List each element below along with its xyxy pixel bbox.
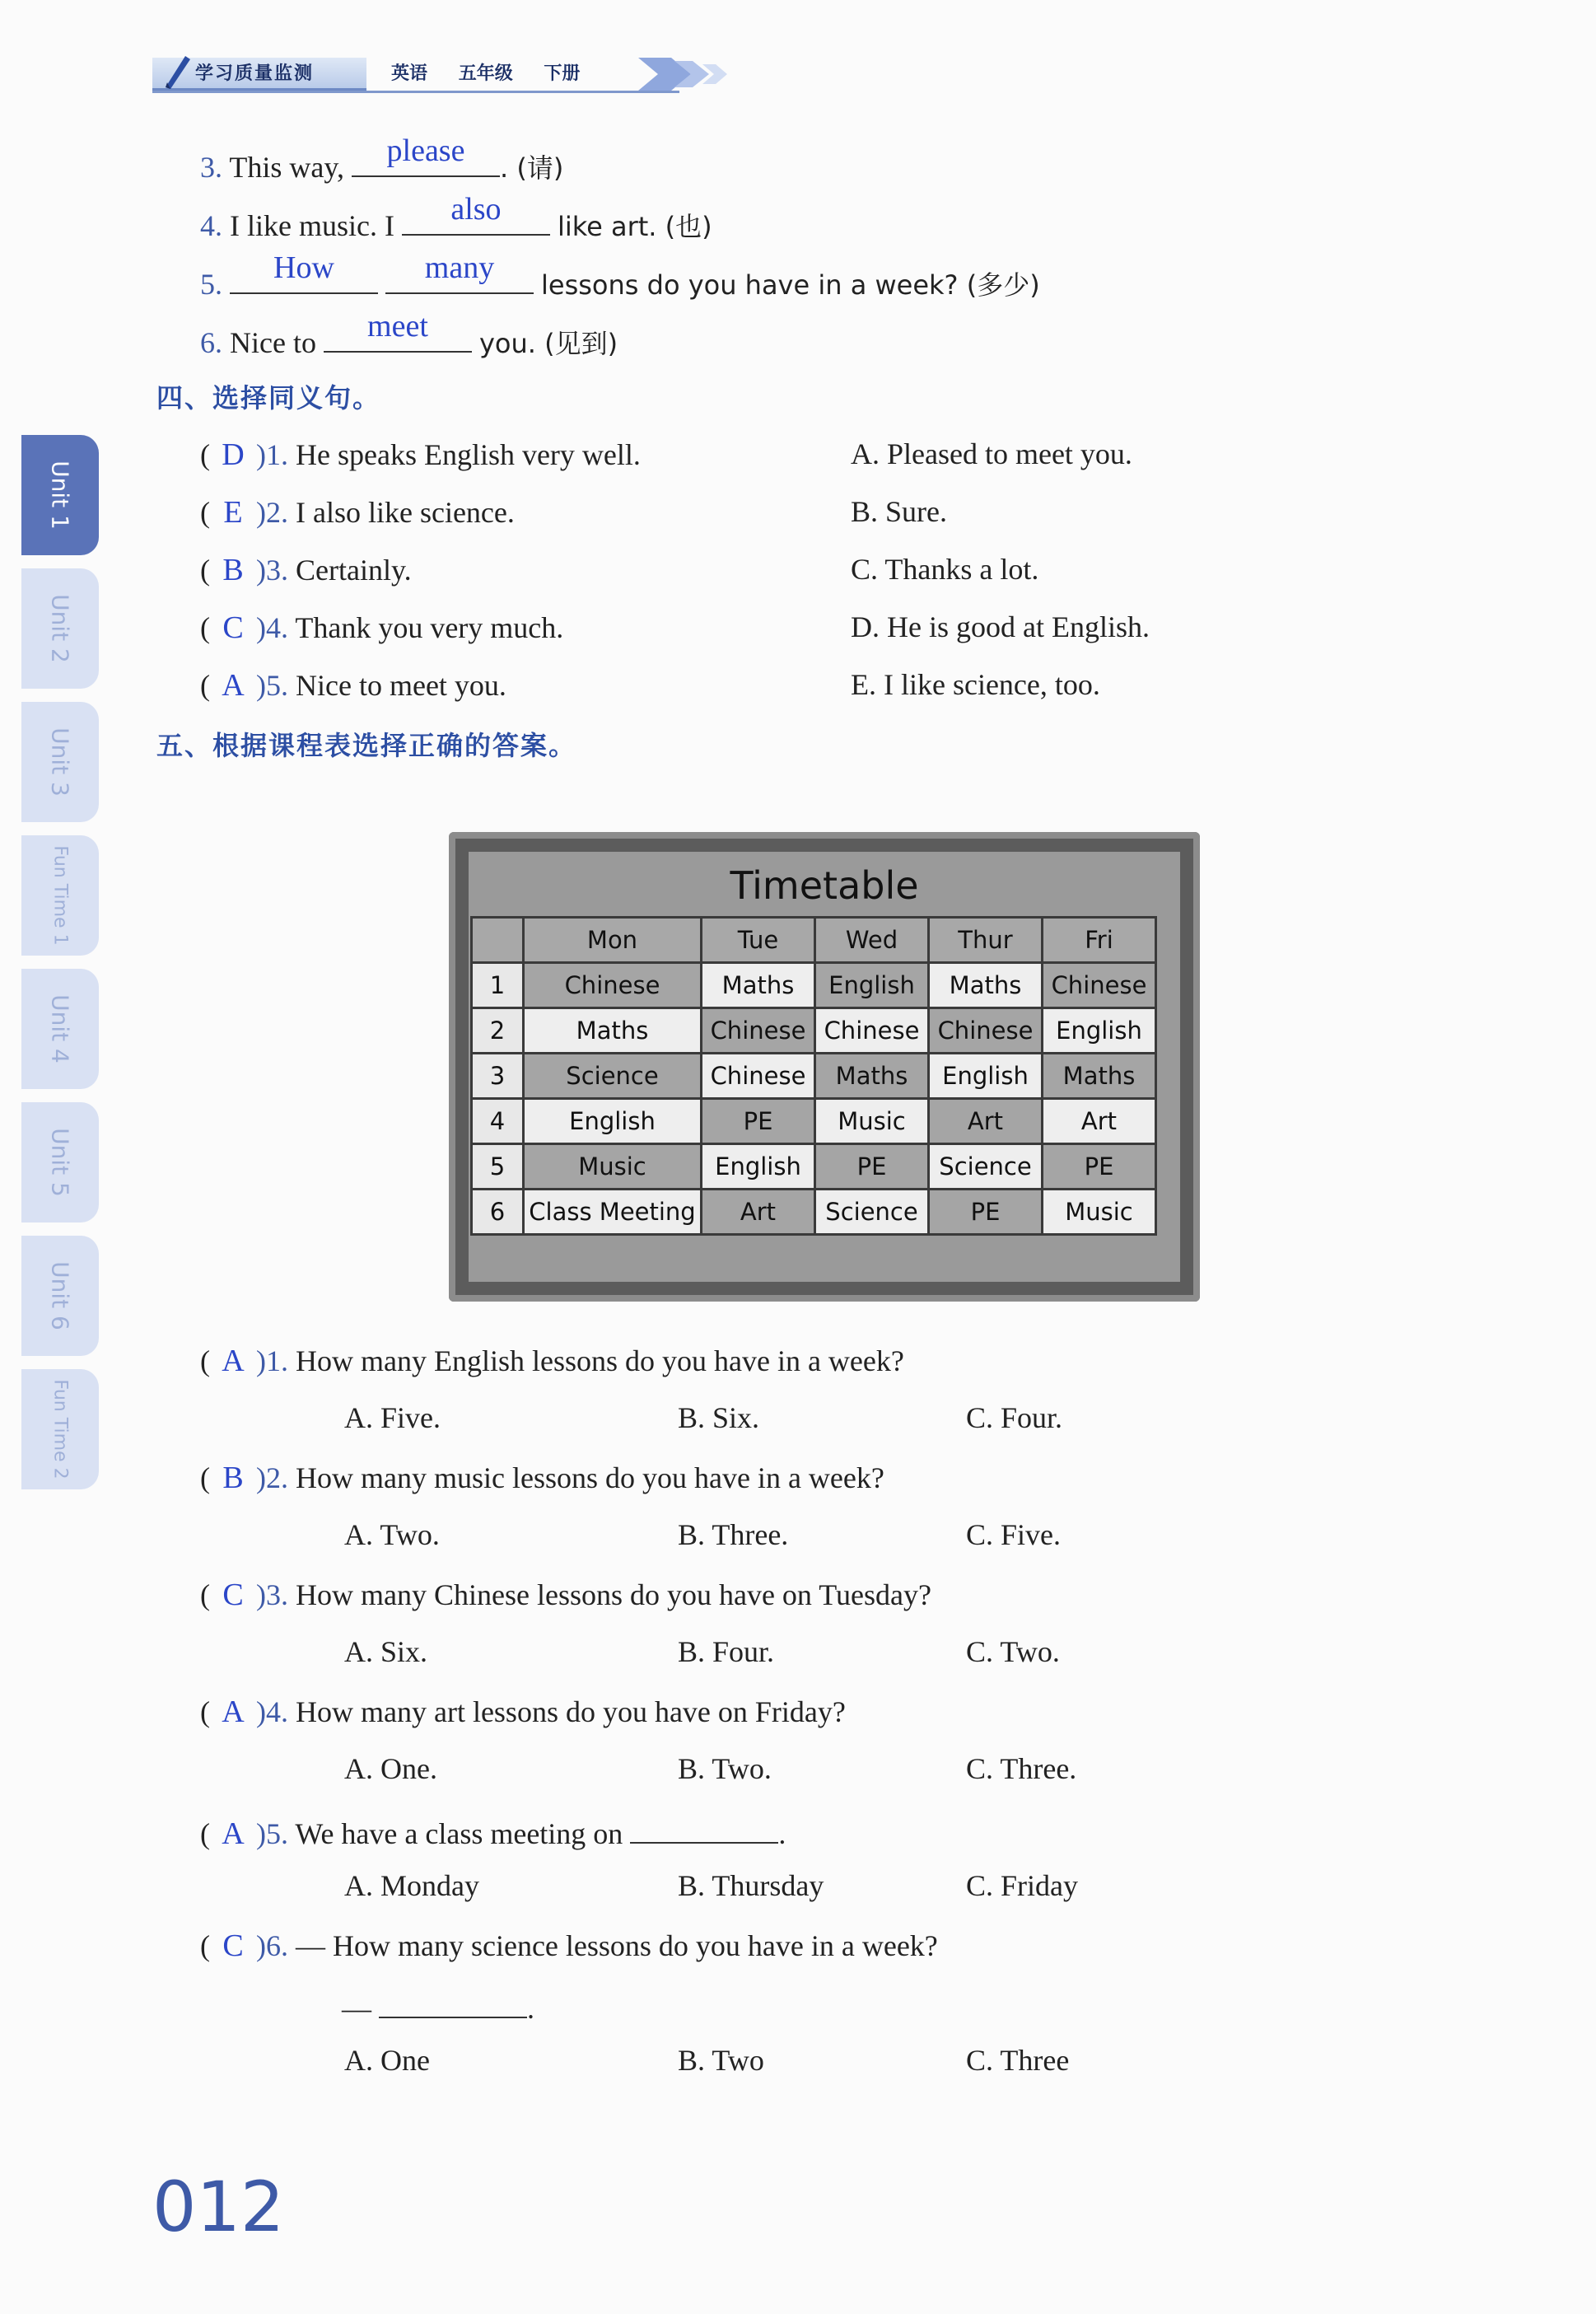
- side-tab-label: Fun Time 1: [49, 845, 71, 946]
- item-number: )3.: [256, 1578, 288, 1611]
- side-tab-label: Unit 5: [46, 1128, 74, 1197]
- synonym-question-2: ( E )2. I also like science.: [200, 495, 515, 530]
- option-a: A. One.: [344, 1752, 437, 1785]
- item-text: . (请): [500, 152, 564, 184]
- day-header: Thur: [929, 918, 1043, 963]
- item-number: )4.: [256, 611, 288, 644]
- page-number: 012: [152, 2167, 285, 2247]
- fill-item-5: [200, 250, 1040, 302]
- synonym-question-5: ( A )5. Nice to meet you.: [200, 668, 506, 703]
- item-text: Nice to: [230, 326, 316, 359]
- side-tab-label: Unit 1: [46, 460, 74, 530]
- question-text: Thank you very much.: [295, 611, 564, 644]
- header-subject: 英语: [391, 63, 428, 84]
- answer-letter[interactable]: C: [222, 1578, 244, 1612]
- lesson-cell: English: [702, 1144, 815, 1190]
- answer-letter[interactable]: C: [222, 1928, 244, 1963]
- option-c: C. Three.: [966, 1752, 1077, 1785]
- header-volume: 下册: [544, 63, 581, 84]
- period-number: 5: [472, 1144, 524, 1190]
- option-a: A. Two.: [344, 1518, 440, 1551]
- header-label: 学习质量监测: [152, 58, 366, 91]
- timetable-question-1: ( A )1. How many English lessons do you have in a week?: [200, 1344, 904, 1378]
- lesson-cell: English: [929, 1054, 1043, 1099]
- item-text: lessons do you have in a week? (多少): [541, 269, 1040, 301]
- sentence-end: .: [527, 1992, 534, 2025]
- lesson-cell: Chinese: [929, 1008, 1043, 1054]
- answer-letter[interactable]: B: [222, 553, 244, 587]
- lesson-cell: Art: [702, 1190, 815, 1235]
- item-number: )3.: [256, 554, 288, 587]
- timetable-row: [472, 1190, 1156, 1235]
- side-tab-fun-time-1[interactable]: [21, 835, 99, 956]
- item-number: 6.: [200, 326, 222, 359]
- item-number: 4.: [200, 209, 222, 242]
- answer-blank[interactable]: [385, 250, 534, 294]
- lesson-cell: PE: [1043, 1144, 1156, 1190]
- lesson-cell: Chinese: [815, 1008, 929, 1054]
- lesson-cell: Maths: [524, 1008, 702, 1054]
- sentence-end: .: [778, 1817, 786, 1850]
- lesson-cell: Maths: [702, 963, 815, 1008]
- option-a: A. Six.: [344, 1635, 428, 1668]
- day-header: Mon: [524, 918, 702, 963]
- answer-letter[interactable]: D: [222, 437, 245, 472]
- answer-text: meet: [367, 309, 428, 344]
- side-tab-unit-2[interactable]: [21, 568, 99, 689]
- answer-letter[interactable]: C: [222, 610, 244, 645]
- lesson-cell: Maths: [815, 1054, 929, 1099]
- answer-text: many: [424, 250, 495, 285]
- timetable-title: Timetable: [730, 863, 919, 908]
- fill-item-4: [200, 192, 712, 244]
- day-header: Fri: [1043, 918, 1156, 963]
- item-text: I like music. I: [230, 209, 394, 242]
- side-tab-label: Unit 6: [46, 1261, 74, 1330]
- answer-text: How: [273, 250, 334, 285]
- option-c: C. Friday: [966, 1869, 1079, 1902]
- lesson-cell: Chinese: [1043, 963, 1156, 1008]
- synonym-option-a: A. Pleased to meet you.: [851, 437, 1132, 470]
- item-number: )5.: [256, 669, 288, 702]
- period-number: 4: [472, 1099, 524, 1144]
- option-c: C. Two.: [966, 1635, 1060, 1668]
- side-tab-fun-time-2[interactable]: [21, 1369, 99, 1489]
- item-number: )1.: [256, 438, 288, 471]
- question-text: Nice to meet you.: [296, 669, 506, 702]
- lesson-cell: Science: [815, 1190, 929, 1235]
- item-number: )4.: [256, 1695, 288, 1728]
- lesson-cell: PE: [702, 1099, 815, 1144]
- item-number: )6.: [256, 1929, 288, 1962]
- answer-line: [342, 1985, 534, 2026]
- lesson-cell: English: [524, 1099, 702, 1144]
- item-number: )2.: [256, 496, 288, 529]
- section-5-title: 五、根据课程表选择正确的答案。: [156, 730, 577, 761]
- option-b: B. Two: [678, 2044, 764, 2077]
- option-a: A. Five.: [344, 1401, 441, 1434]
- lesson-cell: English: [1043, 1008, 1156, 1054]
- timetable-board: [469, 852, 1180, 1282]
- answer-blank[interactable]: [402, 192, 550, 236]
- period-number: 2: [472, 1008, 524, 1054]
- timetable-row: [472, 963, 1156, 1008]
- lesson-cell: Music: [815, 1099, 929, 1144]
- answer-letter[interactable]: A: [222, 1816, 245, 1851]
- option-a: A. One: [344, 2044, 430, 2077]
- option-c: C. Three: [966, 2044, 1070, 2077]
- lesson-cell: PE: [815, 1144, 929, 1190]
- timetable-question-5: ( A )5. We have a class meeting on .: [200, 1811, 786, 1852]
- answer-text: also: [450, 192, 502, 227]
- synonym-option-e: E. I like science, too.: [851, 668, 1100, 701]
- period-number: 3: [472, 1054, 524, 1099]
- answer-letter[interactable]: B: [222, 1461, 244, 1495]
- timetable-question-3: ( C )3. How many Chinese lessons do you have on Tuesday?: [200, 1578, 931, 1612]
- answer-letter[interactable]: A: [222, 1695, 245, 1729]
- question-text: How many English lessons do you have in a week?: [296, 1344, 904, 1377]
- side-tab-label: Unit 2: [46, 594, 74, 663]
- timetable-row: [472, 1008, 1156, 1054]
- lesson-cell: Maths: [1043, 1054, 1156, 1099]
- dash: —: [342, 1992, 371, 2025]
- item-number: 5.: [200, 268, 222, 301]
- question-text: I also like science.: [296, 496, 515, 529]
- side-tab-unit-5[interactable]: [21, 1102, 99, 1222]
- header-subtitle: [391, 58, 604, 91]
- question-text: How many music lessons do you have in a week?: [296, 1461, 884, 1494]
- timetable-question-6: ( C )6. — How many science lessons do you have in a week?: [200, 1928, 938, 1963]
- side-tab-label: Unit 3: [46, 727, 74, 797]
- timetable-row: [472, 1144, 1156, 1190]
- timetable-question-2: ( B )2. How many music lessons do you have in a week?: [200, 1461, 884, 1495]
- option-b: B. Three.: [678, 1518, 789, 1551]
- synonym-option-b: B. Sure.: [851, 495, 947, 528]
- lesson-cell: PE: [929, 1190, 1043, 1235]
- lesson-cell: Chinese: [702, 1054, 815, 1099]
- lesson-cell: Maths: [929, 963, 1043, 1008]
- day-header: Tue: [702, 918, 815, 963]
- lesson-cell: Music: [524, 1144, 702, 1190]
- fill-item-6: [200, 309, 618, 361]
- lesson-cell: Music: [1043, 1190, 1156, 1235]
- answer-blank[interactable]: [230, 250, 378, 294]
- answer-blank[interactable]: [630, 1811, 778, 1844]
- answer-letter[interactable]: A: [222, 1344, 245, 1378]
- question-text: — How many science lessons do you have in a week?: [296, 1929, 938, 1962]
- synonym-option-d: D. He is good at English.: [851, 610, 1150, 643]
- answer-blank[interactable]: [324, 309, 472, 353]
- synonym-question-3: ( B )3. Certainly.: [200, 553, 412, 587]
- section-4-title: 四、选择同义句。: [156, 382, 381, 414]
- item-text: like art. (也): [557, 211, 712, 242]
- lesson-cell: Science: [929, 1144, 1043, 1190]
- lesson-cell: Chinese: [702, 1008, 815, 1054]
- side-tab-label: Fun Time 2: [49, 1379, 71, 1480]
- item-number: )1.: [256, 1344, 288, 1377]
- lesson-cell: Art: [1043, 1099, 1156, 1144]
- period-number: 1: [472, 963, 524, 1008]
- lesson-cell: Chinese: [524, 963, 702, 1008]
- lesson-cell: Science: [524, 1054, 702, 1099]
- synonym-question-4: ( C )4. Thank you very much.: [200, 610, 564, 645]
- fill-item-3: [200, 133, 564, 185]
- side-tab-unit-3[interactable]: [21, 702, 99, 822]
- lesson-cell: Class Meeting: [524, 1190, 702, 1235]
- timetable-question-4: ( A )4. How many art lessons do you have on Friday?: [200, 1695, 846, 1729]
- question-text: He speaks English very well.: [296, 438, 641, 471]
- item-text: you. (见到): [478, 328, 618, 359]
- answer-letter[interactable]: E: [223, 495, 243, 530]
- page-header: [152, 48, 745, 99]
- timetable-header-row: [472, 918, 1156, 963]
- item-number: 3.: [200, 151, 222, 184]
- side-tab-unit-6[interactable]: [21, 1236, 99, 1356]
- option-c: C. Five.: [966, 1518, 1062, 1551]
- answer-text: please: [386, 133, 465, 168]
- period-number: 6: [472, 1190, 524, 1235]
- question-text: We have a class meeting on: [295, 1817, 623, 1850]
- answer-letter[interactable]: A: [222, 668, 245, 703]
- question-text: How many Chinese lessons do you have on Tuesday?: [296, 1578, 931, 1611]
- timetable-grid: [470, 916, 1157, 1236]
- synonym-question-1: ( D )1. He speaks English very well.: [200, 437, 641, 472]
- question-text: Certainly.: [296, 554, 412, 587]
- timetable-image: [449, 832, 1200, 1302]
- option-b: B. Four.: [678, 1635, 775, 1668]
- pen-icon: [161, 51, 194, 91]
- option-c: C. Four.: [966, 1401, 1063, 1434]
- answer-blank[interactable]: [379, 1985, 527, 2018]
- lesson-cell: Art: [929, 1099, 1043, 1144]
- option-b: B. Two.: [678, 1752, 772, 1785]
- side-tab-unit-1[interactable]: [21, 435, 99, 555]
- header-rule: [152, 91, 679, 93]
- item-number: )2.: [256, 1461, 288, 1494]
- option-b: B. Thursday: [678, 1869, 824, 1902]
- side-tab-unit-4[interactable]: [21, 969, 99, 1089]
- side-tab-label: Unit 4: [46, 994, 74, 1064]
- item-number: )5.: [256, 1817, 288, 1850]
- question-text: How many art lessons do you have on Friday?: [296, 1695, 846, 1728]
- corner-cell: [472, 918, 524, 963]
- item-text: This way,: [229, 151, 344, 184]
- header-grade: 五年级: [458, 63, 513, 84]
- answer-blank[interactable]: [352, 133, 500, 177]
- lesson-cell: English: [815, 963, 929, 1008]
- option-b: B. Six.: [678, 1401, 760, 1434]
- day-header: Wed: [815, 918, 929, 963]
- chevrons-icon: [638, 54, 745, 94]
- synonym-option-c: C. Thanks a lot.: [851, 553, 1039, 586]
- timetable-row: [472, 1054, 1156, 1099]
- option-a: A. Monday: [344, 1869, 479, 1902]
- timetable-row: [472, 1099, 1156, 1144]
